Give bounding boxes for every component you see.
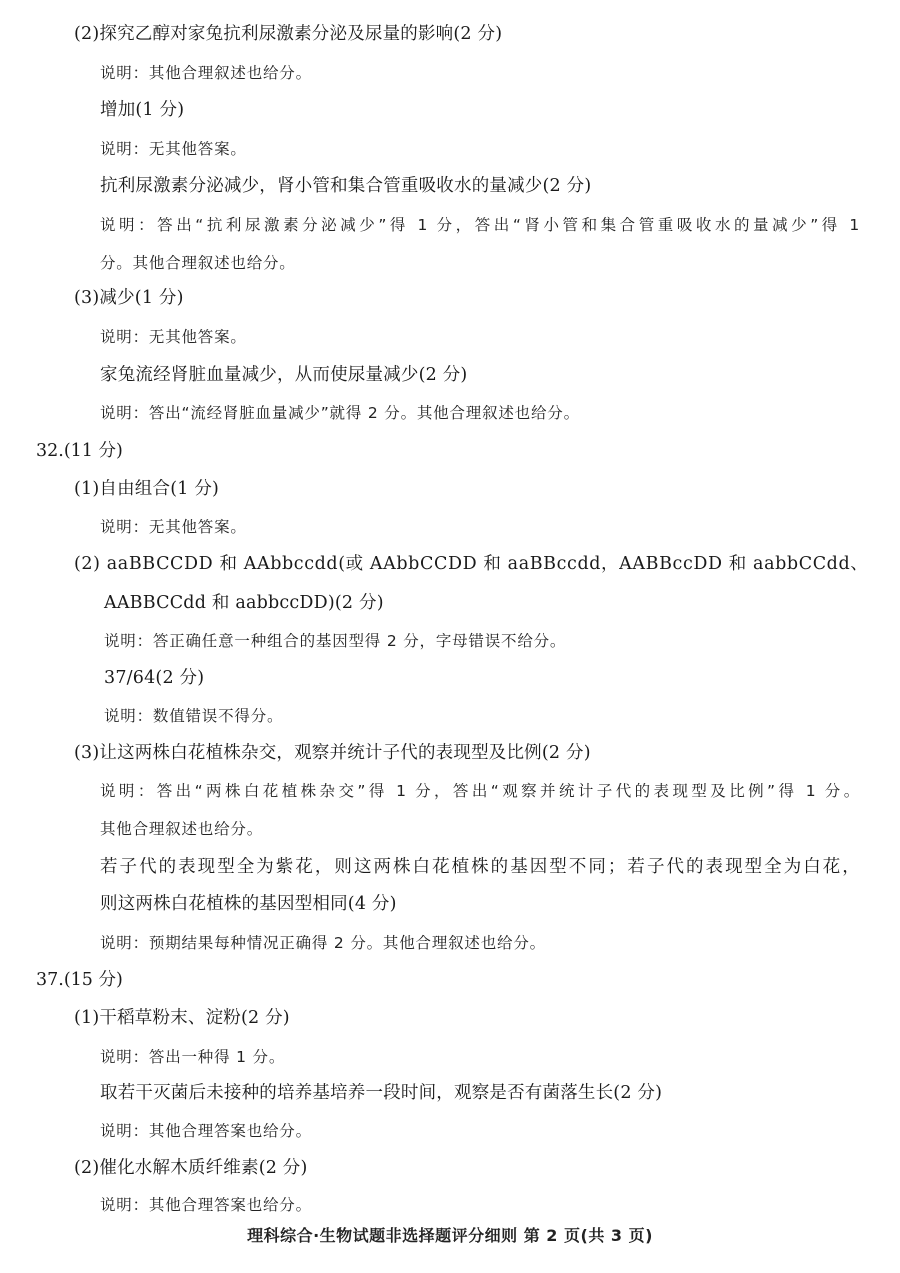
q32-3-answer-2b: 则这两株白花植株的基因型相同(4 分) — [100, 894, 397, 914]
q32-heading: 32.(11 分) — [36, 441, 123, 461]
q37-heading: 37.(15 分) — [36, 970, 123, 990]
q32-2-title-a: (2) aaBBCCDD 和 AAbbccdd(或 AAbbCCDD 和 aaBBccdd，AABBccDD 和 aabbCCdd、 — [74, 554, 869, 574]
q31-3-note-1: 说明：无其他答案。 — [100, 328, 247, 346]
q32-3-note-1b: 其他合理叙述也给分。 — [100, 820, 264, 838]
q31-2-answer-3: 抗利尿激素分泌减少，肾小管和集合管重吸收水的量减少(2 分) — [100, 176, 592, 196]
q31-2-note-3a: 说明：答出“抗利尿激素分泌减少”得 1 分，答出“肾小管和集合管重吸收水的量减少”得 1 — [100, 216, 860, 234]
q31-2-note-3b: 分。其他合理叙述也给分。 — [100, 254, 296, 272]
q32-3-title: (3)让这两株白花植株杂交，观察并统计子代的表现型及比例(2 分) — [74, 743, 591, 763]
q32-1-title: (1)自由组合(1 分) — [74, 479, 220, 499]
q37-1-answer-2: 取若干灭菌后未接种的培养基培养一段时间，观察是否有菌落生长(2 分) — [100, 1083, 663, 1103]
q32-3-answer-2a: 若子代的表现型全为紫花，则这两株白花植株的基因型不同；若子代的表现型全为白花， — [100, 857, 860, 877]
q31-3-note-2: 说明：答出“流经肾脏血量减少”就得 2 分。其他合理叙述也给分。 — [100, 404, 580, 422]
q31-3-title: (3)减少(1 分) — [74, 288, 184, 308]
q37-2-title: (2)催化水解木质纤维素(2 分) — [74, 1158, 308, 1178]
q37-2-note: 说明：其他合理答案也给分。 — [100, 1196, 312, 1214]
q31-2-title: (2)探究乙醇对家兔抗利尿激素分泌及尿量的影响(2 分) — [74, 24, 503, 44]
q31-2-note-2: 说明：无其他答案。 — [100, 140, 247, 158]
q32-2-note-1: 说明：答正确任意一种组合的基因型得 2 分，字母错误不给分。 — [104, 632, 567, 650]
q32-3-note-1a: 说明：答出“两株白花植株杂交”得 1 分，答出“观察并统计子代的表现型及比例”得 1 分。 — [100, 782, 860, 800]
q32-1-note: 说明：无其他答案。 — [100, 518, 247, 536]
q32-2-title-b: AABBCCdd 和 aabbccDD)(2 分) — [104, 593, 384, 613]
q32-2-note-2: 说明：数值错误不得分。 — [104, 707, 284, 725]
q32-3-note-2: 说明：预期结果每种情况正确得 2 分。其他合理叙述也给分。 — [100, 934, 546, 952]
q31-2-answer-2: 增加(1 分) — [100, 100, 185, 120]
page-footer: 理科综合·生物试题非选择题评分细则 第 2 页(共 3 页) — [247, 1226, 653, 1245]
q37-1-title: (1)干稻草粉末、淀粉(2 分) — [74, 1008, 290, 1028]
q32-2-answer-2: 37/64(2 分) — [104, 668, 205, 688]
q37-1-note-2: 说明：其他合理答案也给分。 — [100, 1122, 312, 1140]
q31-3-answer-2: 家兔流经肾脏血量减少，从而使尿量减少(2 分) — [100, 365, 468, 385]
q37-1-note-1: 说明：答出一种得 1 分。 — [100, 1048, 286, 1066]
q31-2-note-1: 说明：其他合理叙述也给分。 — [100, 64, 312, 82]
